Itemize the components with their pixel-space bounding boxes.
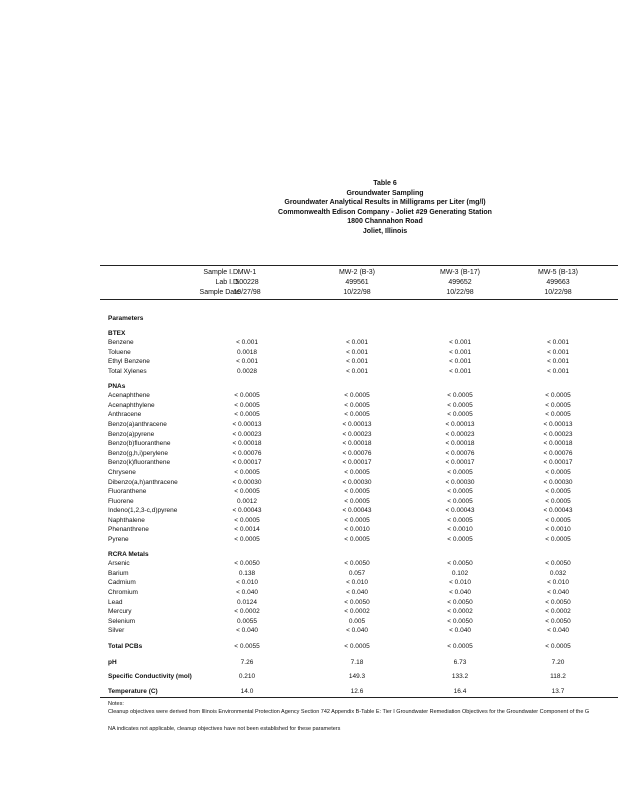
table-row bbox=[108, 578, 618, 588]
cell-value: 0.0028 bbox=[237, 367, 257, 375]
table-title bbox=[260, 179, 510, 236]
parameter-name: Toluene bbox=[108, 348, 131, 356]
cell-value: < 0.0005 bbox=[234, 401, 260, 409]
table-row bbox=[108, 348, 618, 358]
cell-value: < 0.0005 bbox=[447, 516, 473, 524]
parameter-name: Anthracene bbox=[108, 411, 142, 419]
cell-value: < 0.0005 bbox=[545, 488, 571, 496]
cell-value: < 0.040 bbox=[346, 589, 368, 597]
cell-value: < 0.00076 bbox=[342, 449, 372, 457]
header-lab: 499652 bbox=[448, 279, 472, 286]
cell-value: < 0.0005 bbox=[344, 536, 370, 544]
table-row bbox=[108, 626, 618, 636]
cell-value: < 0.0002 bbox=[545, 608, 571, 616]
table-row bbox=[108, 569, 618, 579]
cell-value: 0.0055 bbox=[237, 617, 257, 625]
header-sample: MW-1 bbox=[237, 269, 257, 276]
cell-value: < 0.00023 bbox=[543, 430, 573, 438]
parameter-name: Benzo(g,h,i)perylene bbox=[108, 449, 168, 457]
table-row bbox=[108, 401, 618, 411]
cell-value: < 0.010 bbox=[236, 579, 258, 587]
cell-value: 0.0124 bbox=[237, 598, 257, 606]
cell-value: 14.0 bbox=[240, 687, 254, 695]
cell-value: < 0.001 bbox=[547, 348, 569, 356]
cell-value: < 0.0005 bbox=[234, 516, 260, 524]
cell-value: < 0.0005 bbox=[234, 488, 260, 496]
table-row bbox=[108, 642, 618, 652]
cell-value: < 0.00013 bbox=[342, 420, 372, 428]
cell-value: < 0.0010 bbox=[344, 526, 370, 534]
cell-value: < 0.040 bbox=[547, 589, 569, 597]
parameter-name: pH bbox=[108, 658, 117, 666]
cell-value: < 0.0005 bbox=[545, 468, 571, 476]
notes bbox=[108, 700, 589, 733]
parameter-name: Acenaphthylene bbox=[108, 401, 155, 409]
table-row bbox=[108, 607, 618, 617]
cell-value: < 0.00017 bbox=[543, 459, 573, 467]
cell-value: 149.3 bbox=[348, 673, 366, 681]
cell-value: < 0.0014 bbox=[234, 526, 260, 534]
table-row bbox=[108, 410, 618, 420]
cell-value: < 0.00023 bbox=[232, 430, 262, 438]
table-row bbox=[108, 430, 618, 440]
parameter-name: Arsenic bbox=[108, 560, 130, 568]
cell-value: 0.210 bbox=[238, 673, 256, 681]
cell-value: < 0.001 bbox=[449, 348, 471, 356]
parameter-name: Mercury bbox=[108, 608, 132, 616]
cell-value: < 0.00043 bbox=[342, 507, 372, 515]
section-heading: RCRA Metals bbox=[108, 550, 149, 558]
cell-value: < 0.0005 bbox=[545, 536, 571, 544]
cell-value: < 0.010 bbox=[346, 579, 368, 587]
cell-value: < 0.00023 bbox=[342, 430, 372, 438]
parameter-name: Barium bbox=[108, 569, 129, 577]
cell-value: < 0.001 bbox=[346, 358, 368, 366]
cell-value: < 0.00018 bbox=[232, 440, 262, 448]
header-date: 10/27/98 bbox=[233, 289, 261, 296]
cell-value: < 0.00076 bbox=[445, 449, 475, 457]
cell-value: < 0.001 bbox=[236, 339, 258, 347]
section-heading: PNAs bbox=[108, 382, 126, 390]
header-sample: MW-3 (B-17) bbox=[440, 269, 480, 276]
cell-value: < 0.00017 bbox=[445, 459, 475, 467]
cell-value: < 0.0005 bbox=[344, 392, 370, 400]
cell-value: 118.2 bbox=[550, 673, 566, 681]
section-heading: BTEX bbox=[108, 329, 126, 337]
header-date: 10/22/98 bbox=[343, 289, 371, 296]
cell-value: < 0.0005 bbox=[545, 516, 571, 524]
cell-value: < 0.0050 bbox=[545, 560, 571, 568]
table-row bbox=[108, 439, 618, 449]
cell-value: 0.0012 bbox=[237, 497, 257, 505]
cell-value: < 0.040 bbox=[449, 627, 471, 635]
cell-value: < 0.00018 bbox=[543, 440, 573, 448]
table-row bbox=[108, 367, 618, 377]
parameter-name: Phenanthrene bbox=[108, 526, 149, 534]
cell-value: < 0.040 bbox=[236, 589, 258, 597]
divider bbox=[100, 299, 618, 300]
table-row bbox=[108, 516, 618, 526]
cell-value: < 0.0005 bbox=[344, 488, 370, 496]
cell-value: < 0.0005 bbox=[447, 411, 473, 419]
parameter-name: Benzo(a)anthracene bbox=[108, 420, 167, 428]
parameter-name: Benzene bbox=[108, 339, 134, 347]
cell-value: < 0.00023 bbox=[445, 430, 475, 438]
cell-value: < 0.0002 bbox=[344, 608, 370, 616]
parameter-name: Chrysene bbox=[108, 468, 136, 476]
divider bbox=[100, 697, 618, 698]
header-date: 10/22/98 bbox=[446, 289, 474, 296]
title-line: Groundwater Analytical Results in Milligrams per Liter (mg/l) bbox=[284, 199, 486, 206]
title-line: Table 6 bbox=[373, 180, 397, 187]
parameter-name: Cadmium bbox=[108, 579, 136, 587]
cell-value: < 0.001 bbox=[346, 339, 368, 347]
cell-value: < 0.0005 bbox=[344, 411, 370, 419]
cell-value: < 0.010 bbox=[547, 579, 569, 587]
cell-value: < 0.00030 bbox=[445, 478, 475, 486]
parameter-name: Chromium bbox=[108, 589, 138, 597]
cell-value: < 0.0005 bbox=[344, 401, 370, 409]
header-sample: MW-2 (B-3) bbox=[338, 269, 376, 276]
table-row bbox=[108, 672, 618, 682]
cell-value: < 0.001 bbox=[236, 358, 258, 366]
cell-value: < 0.00030 bbox=[543, 478, 573, 486]
cell-value: 7.20 bbox=[551, 658, 565, 666]
cell-value: < 0.001 bbox=[449, 358, 471, 366]
table-row bbox=[108, 588, 618, 598]
cell-value: < 0.0005 bbox=[234, 536, 260, 544]
table-row bbox=[108, 478, 618, 488]
cell-value: < 0.0005 bbox=[545, 411, 571, 419]
cell-value: < 0.00043 bbox=[543, 507, 573, 515]
table-row bbox=[108, 357, 618, 367]
table-row bbox=[108, 458, 618, 468]
cell-value: < 0.0050 bbox=[344, 560, 370, 568]
cell-value: < 0.0050 bbox=[545, 598, 571, 606]
cell-value: 16.4 bbox=[453, 687, 467, 695]
table-row bbox=[108, 391, 618, 401]
cell-value: < 0.00018 bbox=[342, 440, 372, 448]
cell-value: < 0.040 bbox=[449, 589, 471, 597]
cell-value: < 0.0050 bbox=[447, 598, 473, 606]
cell-value: < 0.0005 bbox=[234, 411, 260, 419]
cell-value: 0.0018 bbox=[237, 348, 257, 356]
cell-value: 6.73 bbox=[453, 658, 467, 666]
cell-value: < 0.0050 bbox=[447, 617, 473, 625]
header-lab: 500228 bbox=[235, 279, 259, 286]
title-line: Commonwealth Edison Company - Joliet #29 Generating Station bbox=[278, 208, 492, 216]
cell-value: < 0.0005 bbox=[344, 468, 370, 476]
cell-value: < 0.00030 bbox=[232, 478, 262, 486]
cell-value: < 0.0005 bbox=[234, 392, 260, 400]
cell-value: < 0.0005 bbox=[447, 392, 473, 400]
cell-value: < 0.00076 bbox=[232, 449, 262, 457]
title-line: Joliet, Illinois bbox=[362, 227, 408, 235]
parameter-name: Fluorene bbox=[108, 497, 134, 505]
parameter-name: Total PCBs bbox=[108, 643, 143, 650]
table-row bbox=[108, 468, 618, 478]
cell-value: < 0.0050 bbox=[344, 598, 370, 606]
cell-value: < 0.001 bbox=[346, 348, 368, 356]
cell-value: < 0.0005 bbox=[447, 497, 473, 505]
parameter-name: Acenaphthene bbox=[108, 392, 150, 400]
notes-heading: Notes: bbox=[108, 701, 124, 707]
parameter-name: Silver bbox=[108, 627, 125, 635]
table-row bbox=[108, 687, 618, 697]
parameter-name: Temperature (C) bbox=[108, 687, 158, 695]
table-row bbox=[108, 535, 618, 545]
cell-value: < 0.0005 bbox=[447, 468, 473, 476]
parameter-name: Benzo(a)pyrene bbox=[108, 430, 155, 438]
cell-value: < 0.0010 bbox=[447, 526, 473, 534]
cell-value: 7.18 bbox=[350, 658, 364, 666]
cell-value: < 0.00043 bbox=[232, 507, 262, 515]
cell-value: < 0.001 bbox=[547, 367, 569, 375]
table-body bbox=[108, 309, 618, 696]
cell-value: < 0.0050 bbox=[234, 560, 260, 568]
cell-value: 0.138 bbox=[238, 569, 256, 577]
header-lab: 499561 bbox=[345, 279, 369, 286]
cell-value: < 0.040 bbox=[547, 627, 569, 635]
table-row bbox=[108, 497, 618, 507]
cell-value: < 0.00013 bbox=[232, 420, 262, 428]
cell-value: < 0.010 bbox=[449, 579, 471, 587]
cell-value: < 0.040 bbox=[346, 627, 368, 635]
parameter-name: Selenium bbox=[108, 617, 136, 625]
cell-value: < 0.0005 bbox=[447, 401, 473, 409]
cell-value: < 0.001 bbox=[449, 367, 471, 375]
cell-value: < 0.0005 bbox=[545, 643, 571, 650]
cell-value: < 0.0005 bbox=[344, 497, 370, 505]
cell-value: < 0.00013 bbox=[445, 420, 475, 428]
cell-value: 0.032 bbox=[549, 569, 567, 577]
parameter-name: Pyrene bbox=[108, 536, 129, 544]
cell-value: < 0.040 bbox=[236, 627, 258, 635]
parameter-name: Benzo(b)fluoranthene bbox=[108, 440, 171, 448]
cell-value: 12.6 bbox=[350, 687, 364, 695]
parameter-name: Specific Conductivity (mol) bbox=[108, 673, 192, 681]
table-row bbox=[108, 658, 618, 668]
title-line: Groundwater Sampling bbox=[346, 189, 424, 197]
cell-value: 7.26 bbox=[240, 658, 254, 666]
cell-value: < 0.0005 bbox=[447, 643, 473, 650]
cell-value: < 0.0005 bbox=[545, 392, 571, 400]
cell-value: < 0.00043 bbox=[445, 507, 475, 515]
table-row bbox=[108, 449, 618, 459]
section-heading: Parameters bbox=[108, 315, 144, 322]
table-row bbox=[108, 559, 618, 569]
cell-value: < 0.001 bbox=[449, 339, 471, 347]
title-line: 1800 Channahon Road bbox=[347, 218, 423, 225]
header-lab: 499663 bbox=[546, 279, 570, 286]
cell-value: < 0.0005 bbox=[545, 401, 571, 409]
table-row bbox=[108, 487, 618, 497]
cell-value: < 0.0010 bbox=[545, 526, 571, 534]
cell-value: < 0.0002 bbox=[447, 608, 473, 616]
cell-value: < 0.0005 bbox=[545, 497, 571, 505]
cell-value: < 0.00076 bbox=[543, 449, 573, 457]
parameter-name: Benzo(k)fluoranthene bbox=[108, 459, 171, 467]
table-row bbox=[108, 506, 618, 516]
cell-value: < 0.001 bbox=[346, 367, 368, 375]
cell-value: < 0.0050 bbox=[545, 617, 571, 625]
header-label: Sample I.D. bbox=[203, 269, 240, 276]
parameter-name: Dibenzo(a,h)anthracene bbox=[108, 478, 178, 486]
parameter-name: Indeno(1,2,3-c,d)pyrene bbox=[108, 507, 178, 515]
parameter-name: Fluoranthene bbox=[108, 488, 147, 496]
cell-value: < 0.001 bbox=[547, 358, 569, 366]
divider bbox=[100, 265, 618, 266]
parameter-name: Ethyl Benzene bbox=[108, 358, 150, 366]
cell-value: 133.2 bbox=[451, 673, 469, 681]
cell-value: < 0.0005 bbox=[234, 468, 260, 476]
cell-value: < 0.0005 bbox=[344, 516, 370, 524]
cell-value: < 0.0002 bbox=[234, 608, 260, 616]
header-date: 10/22/98 bbox=[544, 289, 572, 296]
cell-value: < 0.00030 bbox=[342, 478, 372, 486]
cell-value: < 0.00013 bbox=[543, 420, 573, 428]
parameter-name: Lead bbox=[108, 598, 123, 606]
table-row bbox=[108, 598, 618, 608]
table-row bbox=[108, 525, 618, 535]
note-line: Cleanup objectives were derived from Illinois Environmental Protection Agency Section 742 Appendix B-Table E: Tier I Groundwater Remediation Objectives for the Groundwater Component of the G bbox=[108, 709, 590, 715]
cell-value: 0.005 bbox=[348, 617, 366, 625]
table-row bbox=[108, 617, 618, 627]
header-label: Lab I.D. bbox=[215, 279, 240, 286]
cell-value: < 0.0055 bbox=[234, 643, 260, 650]
header-label: Sample Date bbox=[199, 289, 240, 296]
cell-value: 0.102 bbox=[451, 569, 469, 577]
parameter-name: Naphthalene bbox=[108, 516, 145, 524]
cell-value: < 0.00018 bbox=[445, 440, 475, 448]
cell-value: < 0.001 bbox=[547, 339, 569, 347]
cell-value: 13.7 bbox=[551, 687, 565, 695]
cell-value: < 0.0050 bbox=[447, 560, 473, 568]
header-sample: MW-5 (B-13) bbox=[538, 269, 578, 276]
cell-value: < 0.00017 bbox=[232, 459, 262, 467]
table-row bbox=[108, 420, 618, 430]
cell-value: < 0.0005 bbox=[447, 536, 473, 544]
cell-value: 0.057 bbox=[348, 569, 366, 577]
note-line: NA indicates not applicable, cleanup objectives have not been established for these parameters bbox=[108, 726, 341, 732]
table-row bbox=[108, 338, 618, 348]
cell-value: < 0.0005 bbox=[344, 643, 370, 650]
cell-value: < 0.0005 bbox=[447, 488, 473, 496]
parameter-name: Total Xylenes bbox=[108, 367, 147, 375]
cell-value: < 0.00017 bbox=[342, 459, 372, 467]
